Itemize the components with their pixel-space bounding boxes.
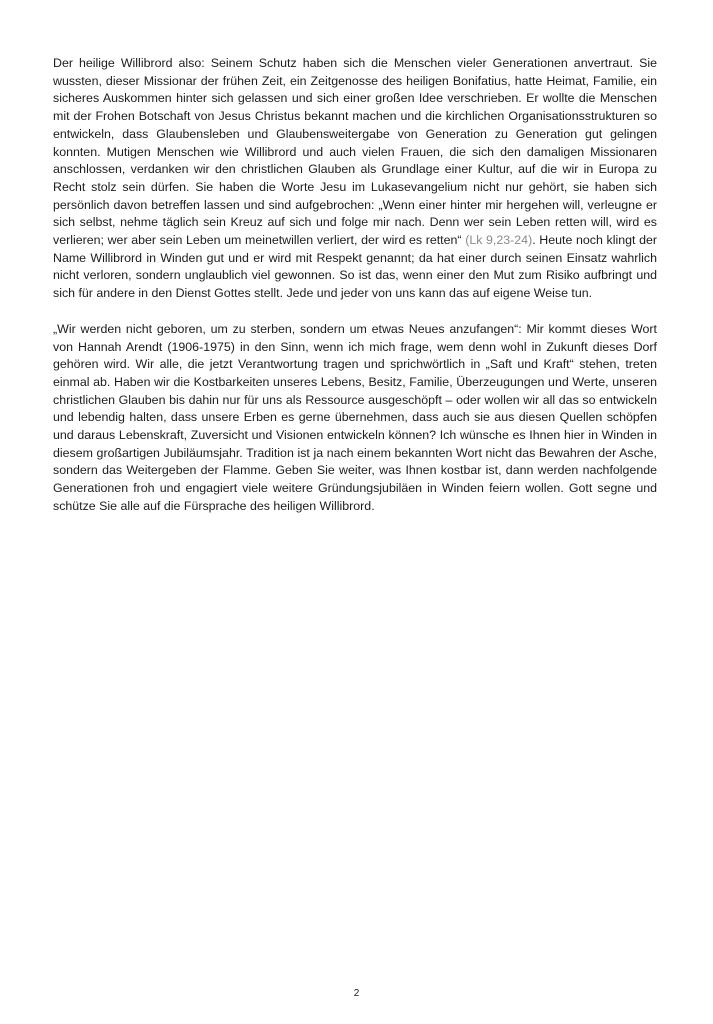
paragraph-text-before-reference: Der heilige Willibrord also: Seinem Schutz haben sich die Menschen vieler Generationen anvertraut. Sie wussten, dieser Missionar der frühen Zeit, ein Zeitgenosse des heiligen Bonifatius, hatte Heimat, Familie, ein sicheres Auskommen hinter sich gelassen und sich einer großen Idee verschrieben. Er wollte die Menschen mit der Frohen Botschaft von Jesus Christus bekannt machen und die kirchlichen Organisationsstrukturen so entwickeln, dass Glaubensleben und Glaubensweitergabe von Generation zu Generation gut gelingen konnten. Mutigen Menschen wie Willibrord und auch vielen Frauen, die sich den damaligen Missionaren anschlossen, verdanken wir den christlichen Glauben als Grundlage einer Kultur, auf die wir in Europa zu Recht stolz sein dürfen. Sie haben die Worte Jesu im Lukasevangelium nicht nur gehört, sie haben sich persönlich davon betreffen lassen und sind aufgebrochen: „Wenn einer hinter mir hergehen will, verleugne er sich selbst, nehme täglich sein Kreuz auf sich und folge mir nach. Denn wer sein Leben retten will, wird es verlieren; wer aber sein Leben um meinetwillen verliert, der wird es retten“: [53, 56, 657, 248]
paragraph-arendt-quote: „Wir werden nicht geboren, um zu sterben, sondern um etwas Neues anzufangen“: Mir kommt dieses Wort von Hannah Arendt (1906-1975) in den Sinn, wenn ich mich frage, wem denn wohl in Zukunft dieses Dorf gehören wird. Wir alle, die jetzt Verantwortung tragen und sprichwörtlich in „Saft und Kraft“ stehen, treten einmal ab. Haben wir die Kostbarkeiten unseres Lebens, Besitz, Familie, Überzeugungen und Werte, unseren christlichen Glauben bis dahin nur für uns als Ressource ausgeschöpft – oder wollen wir all das so entwickeln und lebendig halten, dass unsere Erben es gerne übernehmen, dass auch sie aus diesen Quellen schöpfen und daraus Lebenskraft, Zuversicht und Visionen entwickeln können? Ich wünsche es Ihnen hier in Winden in diesem großartigen Jubiläumsjahr. Tradition ist ja nach einem bekannten Wort nicht das Bewahren der Asche, sondern das Weitergeben der Flamme. Geben Sie weiter, was Ihnen kostbar ist, dann werden nachfolgende Generationen froh und engagiert viele weitere Gründungsjubiläen in Winden feiern wollen. Gott segne und schütze Sie alle auf die Fürsprache des heiligen Willibrord.: [53, 321, 657, 513]
bible-reference: (Lk 9,23-24): [465, 233, 533, 248]
page-number: 2: [353, 988, 360, 999]
paragraph-text-after-reference: . Heute noch klingt der Name Willibrord in Winden gut und er wird mit Respekt genannt; da hat einer durch seinen Einsatz wahrlich nicht verloren, sondern unglaublich viel gewonnen. So ist das, wenn einer den Mut zum Risiko aufbringt und sich für andere in den Dienst Gottes stellt. Jede und jeder von uns kann das auf eigene Weise tun.: [53, 233, 657, 301]
body-text: [53, 55, 657, 516]
paragraph-willibrord: [53, 55, 657, 303]
